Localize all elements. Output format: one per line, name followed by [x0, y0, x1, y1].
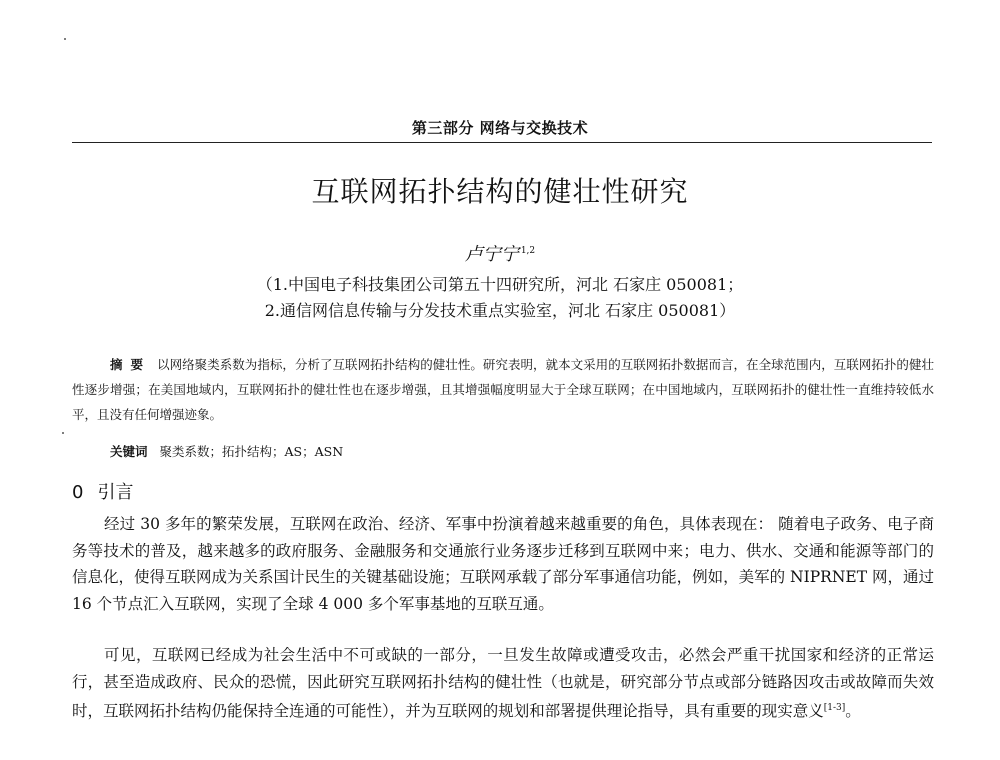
- author-name: 卢宁宁: [464, 244, 519, 265]
- paragraph-2-end: 。: [845, 702, 861, 721]
- citation-ref: [1-3]: [823, 703, 846, 713]
- author-superscript: 1,2: [520, 246, 536, 256]
- affiliation-1: （1.中国电子科技集团公司第五十四研究所，河北 石家庄 050081；: [256, 275, 744, 294]
- abstract-label: 摘要: [110, 357, 152, 372]
- abstract-text: 以网络聚类系数为指标，分析了互联网拓扑结构的健壮性。研究表明，就本文采用的互联网拓扑数据而言，在全球范围内，互联网拓扑的健壮性逐步增强；在美国地域内，互联网拓扑的健壮性也在逐步增强，且其增强幅度明显大于全球互联网；在中国地域内，互联网拓扑的健壮性一直维持较低水平，且没有任何增强迹象。: [72, 357, 934, 422]
- paragraph-2-text: 可见，互联网已经成为社会生活中不可或缺的一部分，一旦发生故障或遭受攻击，必然会严重干扰国家和经济的正常运行，甚至造成政府、民众的恐慌，因此研究互联网拓扑结构的健壮性（也就是，研究部分节点或部分链路因攻击或故障而失效时，互联网拓扑结构仍能保持全连通的可能性），并为互联网的规划和部署提供理论指导，具有重要的现实意义: [72, 646, 934, 721]
- body-paragraph-1: 经过 30 多年的繁荣发展，互联网在政治、经济、军事中扮演着越来越重要的角色，具体表现在： 随着电子政务、电子商务等技术的普及，越来越多的政府服务、金融服务和交通旅行业务逐步迁移到互联网中来；电力、供水、交通和能源等部门的信息化，使得互联网成为关系国计民生的关键基础设施；互联网承载了部分军事通信功能，例如，美军的 NIPRNET 网，通过 16 个节点汇入互联网，实现了全球 4 000 多个军事基地的互联互通。: [72, 515, 934, 613]
- header-rule: [72, 142, 932, 143]
- keywords-text: 聚类系数；拓扑结构；AS；ASN: [159, 444, 344, 459]
- scan-speck: [62, 432, 64, 434]
- author-line: [0, 240, 1000, 266]
- section-heading: [72, 478, 133, 504]
- scan-speck: [64, 38, 66, 40]
- affiliation-2: 2.通信网信息传输与分发技术重点实验室，河北 石家庄 050081）: [264, 301, 736, 320]
- body-paragraph-2: [72, 642, 934, 725]
- keywords-label: 关键词: [110, 444, 148, 459]
- abstract: [72, 352, 934, 427]
- paper-title: 互联网拓扑结构的健壮性研究: [311, 175, 689, 208]
- section-title: 引言: [97, 482, 134, 503]
- section-number: 0: [72, 482, 84, 503]
- running-section-header: 第三部分 网络与交换技术: [411, 119, 589, 137]
- keywords: [110, 442, 343, 460]
